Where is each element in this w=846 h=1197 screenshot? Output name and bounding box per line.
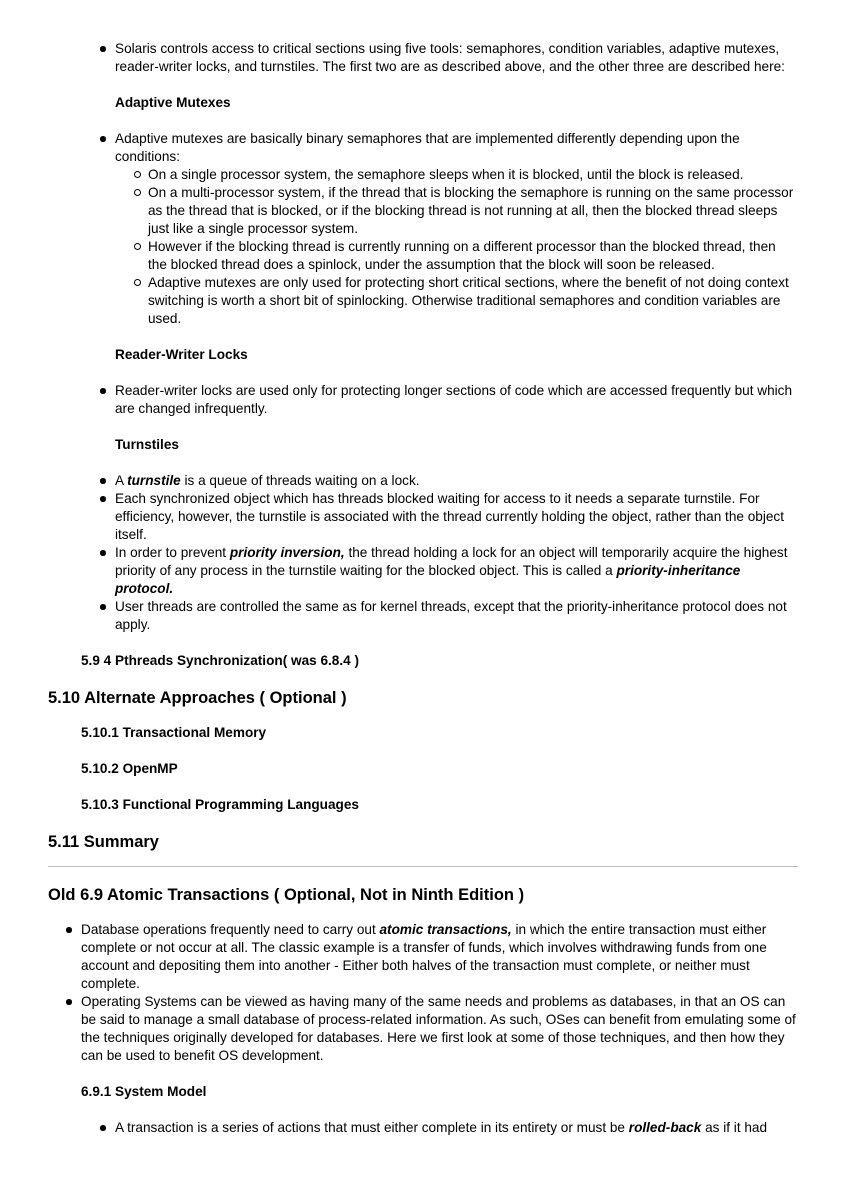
- heading-5-10-2: 5.10.2 OpenMP: [81, 761, 178, 776]
- reader-writer-list: [48, 382, 798, 418]
- turnstiles-list: [48, 472, 798, 634]
- sub-list-item: On a single processor system, the semaphore sleeps when it is blocked, until the block is released.: [148, 166, 798, 184]
- subheading-turnstiles: Turnstiles: [115, 437, 179, 452]
- term-rolled-back: rolled-back: [628, 1120, 702, 1135]
- system-model-list: [48, 1119, 798, 1137]
- list-item: Reader-writer locks are used only for protecting longer sections of code which are accessed frequently but which are changed infrequently.: [115, 382, 798, 418]
- list-item: Operating Systems can be viewed as having many of the same needs and problems as databases, in that an OS can be said to manage a small database of process-related information. As such, OSes can benefit from emulating some of the techniques originally developed for databases. Here we first look at some of those techniques, and then how they can be used to benefit OS development.: [81, 993, 798, 1065]
- heading-5-10-1: 5.10.1 Transactional Memory: [81, 725, 267, 740]
- intro-list: [48, 40, 798, 76]
- term-turnstile: turnstile: [127, 473, 181, 488]
- list-item: Solaris controls access to critical sections using five tools: semaphores, condition variables, adaptive mutexes, reader-writer locks, and turnstiles. The first two are as described above, and the other three are described here:: [115, 40, 798, 76]
- sub-list-item: On a multi-processor system, if the thread that is blocking the semaphore is running on the same processor as the thread that is blocked, or if the blocking thread is not running at all, then the blocked thread sleeps just like a single processor system.: [148, 184, 798, 238]
- term-priority-inheritance-protocol: priority-inheritance protocol.: [115, 563, 741, 596]
- term-atomic-transactions: atomic transactions,: [379, 922, 512, 937]
- list-item: A transaction is a series of actions that must either complete in its entirety or must be rolled-back as if it had: [115, 1119, 798, 1137]
- sub-list-item: Adaptive mutexes are only used for protecting short critical sections, where the benefit of not doing context switching is worth a short bit of spinlocking. Otherwise traditional semaphores and condition variables are used.: [148, 274, 798, 328]
- list-item: User threads are controlled the same as for kernel threads, except that the priority-inheritance protocol does not apply.: [115, 598, 798, 634]
- term-priority-inversion: priority inversion,: [229, 545, 345, 560]
- heading-old-6-9: Old 6.9 Atomic Transactions ( Optional, Not in Ninth Edition ): [48, 886, 525, 904]
- heading-5-9-4: 5.9 4 Pthreads Synchronization( was 6.8.4 ): [81, 653, 360, 668]
- sub-list-item: However if the blocking thread is currently running on a different processor than the blocked thread, then the blocked thread does a spinlock, under the assumption that the block will soon be released.: [148, 238, 798, 274]
- atomic-transactions-list: [48, 921, 798, 1065]
- heading-6-9-1: 6.9.1 System Model: [81, 1084, 207, 1099]
- heading-5-11: 5.11 Summary: [48, 833, 159, 851]
- list-item: Database operations frequently need to carry out atomic transactions, in which the entire transaction must either complete or not occur at all. The classic example is a transfer of funds, which involves withdrawing funds from one account and depositing them into another - Either both halves of the transaction must complete, or neither must complete.: [81, 921, 798, 993]
- subheading-adaptive-mutexes: Adaptive Mutexes: [115, 95, 231, 110]
- heading-5-10-3: 5.10.3 Functional Programming Languages: [81, 797, 359, 812]
- list-item: A turnstile is a queue of threads waiting on a lock.: [115, 472, 798, 490]
- list-item: Each synchronized object which has threads blocked waiting for access to it needs a separate turnstile. For efficiency, however, the turnstile is associated with the thread currently holding the object, rather than the object itself.: [115, 490, 798, 544]
- subheading-reader-writer-locks: Reader-Writer Locks: [115, 347, 248, 362]
- adaptive-mutexes-list: [48, 130, 798, 328]
- list-item: In order to prevent priority inversion, the thread holding a lock for an object will temporarily acquire the highest priority of any process in the turnstile waiting for the blocked object. This is called a priority-inheritance protocol.: [115, 544, 798, 598]
- list-item: Adaptive mutexes are basically binary semaphores that are implemented differently depending upon the conditions: On a single processor system, the semaphore sleeps when it is blocked, until the block is released. On a multi-processor system, if the thread that is blocking the semaphore is running on the same processor as the thread that is blocked, or if the blocking thread is not running at all, then the blocked thread sleeps just like a single processor system. However if the blocking thread is currently running on a different processor than the blocked thread, then the blocked thread does a spinlock, under the assumption that the block will soon be released. Adaptive mutexes are only used for protecting short critical sections, where the benefit of not doing context switching is worth a short bit of spinlocking. Otherwise traditional semaphores and condition variables are used.: [115, 130, 798, 328]
- adaptive-mutexes-sublist: [115, 166, 798, 328]
- heading-5-10: 5.10 Alternate Approaches ( Optional ): [48, 689, 347, 707]
